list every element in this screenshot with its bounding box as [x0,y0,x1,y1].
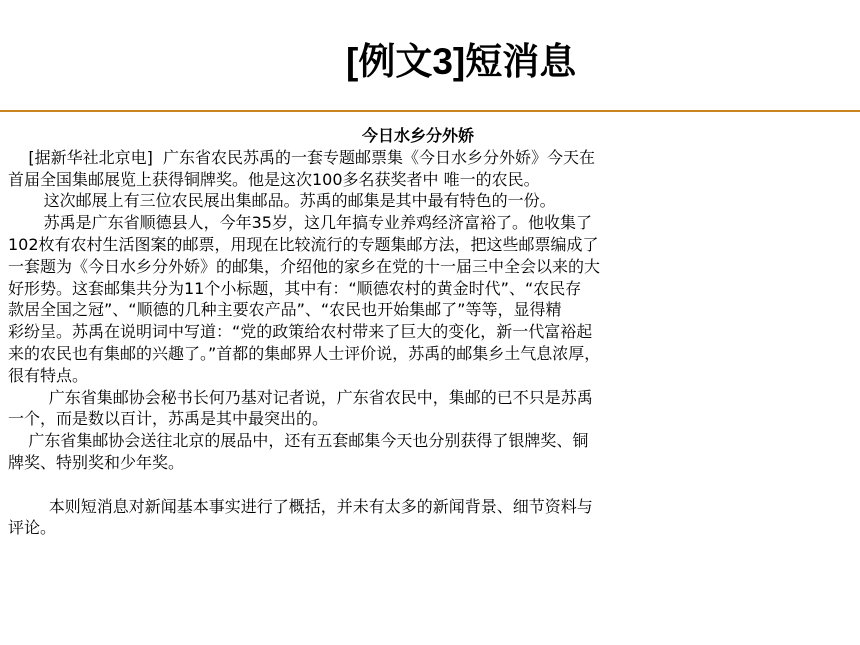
commentary-line: 评论。 [8,518,57,538]
article-line: 来的农民也有集邮的兴趣了。”首都的集邮界人士评价说，苏禹的邮集乡土气息浓厚， [8,343,601,363]
article-line: 广东省集邮协会秘书长何乃基对记者说，广东省农民中，集邮的已不只是苏禹 [8,387,593,407]
article-line: 苏禹是广东省顺德县人，今年35岁，这几年搞专业养鸡经济富裕了。他收集了 [8,213,592,233]
article-line: 牌奖、特别奖和少年奖。 [8,452,185,472]
article-line: 一个，而是数以百计，苏禹是其中最突出的。 [8,409,329,429]
article-line: 一套题为《今日水乡分外娇》的邮集，介绍他的家乡在党的十一届三中全会以来的大 [8,256,601,276]
article-line: 这次邮展上有三位农民展出集邮品。苏禹的邮集是其中最有特色的一份。 [8,191,556,211]
article-line: 102枚有农村生活图案的邮票，用现在比较流行的专题集邮方法，把这些邮票编成了 [8,234,599,254]
title-divider [0,110,860,112]
commentary-line: 本则短消息对新闻基本事实进行了概括，并未有太多的新闻背景、细节资料与 [8,496,593,516]
article-body [8,125,808,539]
article-line: [据新华社北京电] 广东省农民苏禹的一套专题邮票集《今日水乡分外娇》今天在 [8,147,596,167]
article-line: 广东省集邮协会送往北京的展品中，还有五套邮集今天也分别获得了银牌奖、铜 [8,431,589,451]
article-line: 款居全国之冠”、“顺德的几种主要农产品”、“农民也开始集邮了”等等，显得精 [8,300,562,320]
slide-title: [例文3]短消息 [346,41,577,82]
article-headline: 今日水乡分外娇 [361,126,474,145]
article-line: 很有特点。 [8,365,89,385]
article-line: 首届全国集邮展览上获得铜牌奖。他是这次100多名获奖者中 唯一的农民。 [8,169,540,189]
paragraph-spacer [8,474,808,496]
article-line: 好形势。这套邮集共分为11个小标题，其中有：“顺德农村的黄金时代”、“农民存 [8,278,582,298]
article-line: 彩纷呈。苏禹在说明词中写道：“党的政策给农村带来了巨大的变化，新一代富裕起 [8,322,593,342]
